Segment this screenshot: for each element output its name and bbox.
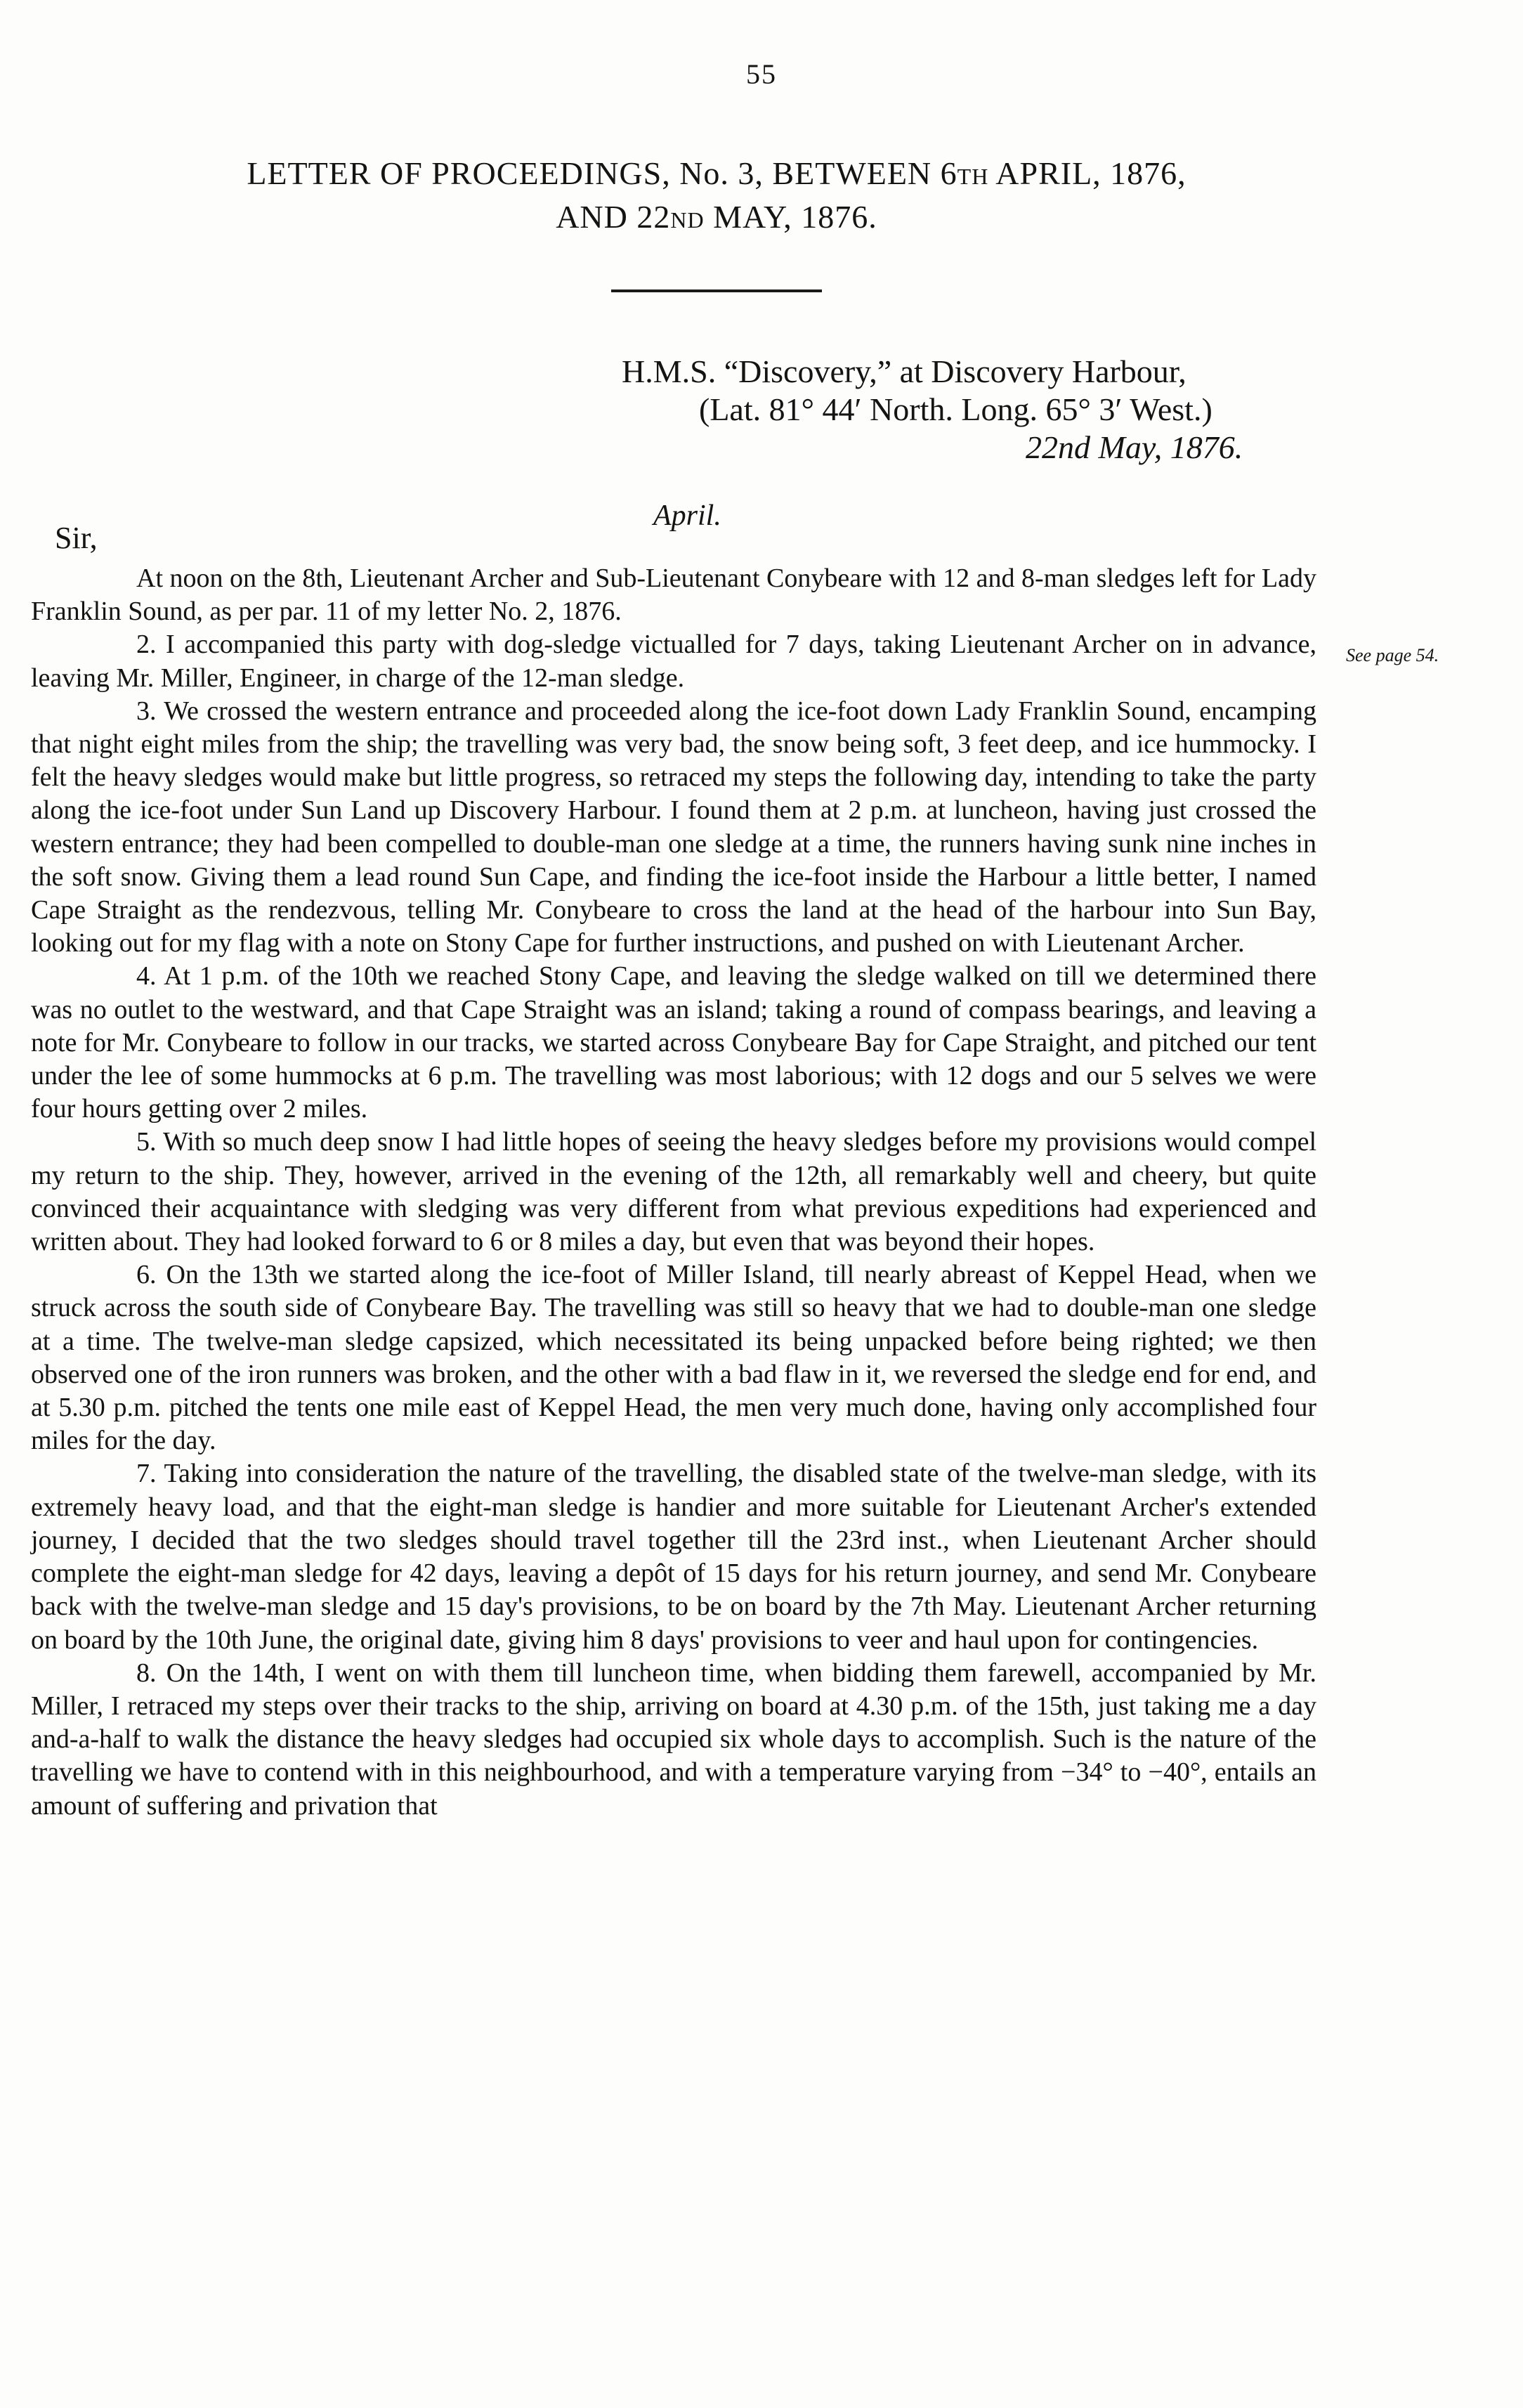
letter-title [105, 153, 1328, 240]
paragraph: 3. We crossed the western entrance and proceeded along the ice-foot down Lady Franklin Sound, encamping that night eight miles from the ship; the travelling was very bad, the snow being soft, 3 feet deep, and ice hummocky. I felt the heavy sledges would make but little progress, so retraced my steps the following day, intending to take the party along the ice-foot under Sun Land up Discovery Harbour. I found them at 2 p.m. at luncheon, having just crossed the western entrance; they had been compelled to double-man one sledge at a time, the runners having sunk nine inches in the soft snow. Giving them a lead round Sun Cape, and finding the ice-foot inside the Harbour a little better, I named Cape Straight as the rendezvous, telling Mr. Conybeare to cross the land at the head of the harbour into Sun Bay, looking out for my flag with a note on Stony Cape for further instructions, and pushed on with Lieutenant Archer. [31, 696, 1316, 958]
paragraph: 2. I accompanied this party with dog-sledge victualled for 7 days, taking Lieutenant Archer on in advance, leaving Mr. Miller, Engineer, in charge of the 12-man sledge. [31, 630, 1316, 693]
title-line-1: LETTER OF PROCEEDINGS, No. 3, BETWEEN 6TH APRIL, 1876, [247, 155, 1187, 191]
margin-note: See page 54. [1346, 645, 1439, 665]
paragraph: 5. With so much deep snow I had little hopes of seeing the heavy sledges before my provisions would compel my return to the ship. They, however, arrived in the evening of the 12th, all remarkably well and cheery, but quite convinced their acquaintance with sledging was very different from what previous expeditions had experienced and written about. They had looked forward to 6 or 8 miles a day, but even that was beyond their hopes. [31, 1127, 1316, 1257]
paragraph: At noon on the 8th, Lieutenant Archer and Sub-Lieutenant Conybeare with 12 and 8-man sledges left for Lady Franklin Sound, as per par. 11 of my letter No. 2, 1876. [31, 564, 1316, 627]
address-position: (Lat. 81° 44′ North. Long. 65° 3′ West.) [699, 391, 1212, 427]
title-divider [611, 289, 822, 292]
paragraph: 4. At 1 p.m. of the 10th we reached Stony Cape, and leaving the sledge walked on till we determined there was no outlet to the westward, and that Cape Straight was an island; taking a round of compass bearings, and leaving a note for Mr. Conybeare to follow in our tracks, we started across Conybeare Bay for Cape Straight, and pitched our tent under the lee of some hummocks at 6 p.m. The travelling was most laborious; with 12 dogs and our 5 selves we were four hours getting over 2 miles. [31, 961, 1316, 1124]
month-heading: April. [653, 500, 721, 532]
address-ship: H.M.S. “Discovery,” at Discovery Harbour, [622, 353, 1187, 389]
title-line-2: AND 22ND MAY, 1876. [556, 199, 877, 235]
address-block [622, 353, 1338, 467]
salutation: Sir, [55, 521, 98, 555]
page-number: 55 [746, 58, 777, 90]
paragraph: 7. Taking into consideration the nature of the travelling, the disabled state of the twelve-man sledge, with its extremely heavy load, and that the eight-man sledge is handier and more suitable for Lieutenant Archer's extended journey, I decided that the two sledges should travel together till the 23rd inst., when Lieutenant Archer should complete the eight-man sledge for 42 days, leaving a depôt of 15 days for his return journey, and send Mr. Conybeare back with the twelve-man sledge and 15 day's provisions, to be on board by the 7th May. Lieutenant Archer returning on board by the 10th June, the original date, giving him 8 days' provisions to veer and haul upon for contingencies. [31, 1459, 1316, 1655]
paragraph: 8. On the 14th, I went on with them till luncheon time, when bidding them farewell, accompanied by Mr. Miller, I retraced my steps over their tracks to the ship, arriving on board at 4.30 p.m. of the 15th, just taking me a day and-a-half to walk the distance the heavy sledges had occupied six whole days to accomplish. Such is the nature of the travelling we have to contend with in this neighbourhood, and with a temperature varying from −34° to −40°, entails an amount of suffering and privation that [31, 1658, 1316, 1821]
letter-body [31, 562, 1316, 1823]
paragraph: 6. On the 13th we started along the ice-foot of Miller Island, till nearly abreast of Keppel Head, when we struck across the south side of Conybeare Bay. The travelling was still so heavy that we had to double-man one sledge at a time. The twelve-man sledge capsized, which necessitated its being unpacked before being righted; we then observed one of the iron runners was broken, and the other with a bad flaw in it, we reversed the sledge end for end, and at 5.30 p.m. pitched the tents one mile east of Keppel Head, the men very much done, having only accomplished four miles for the day. [31, 1260, 1316, 1456]
address-date: 22nd May, 1876. [1026, 429, 1243, 465]
